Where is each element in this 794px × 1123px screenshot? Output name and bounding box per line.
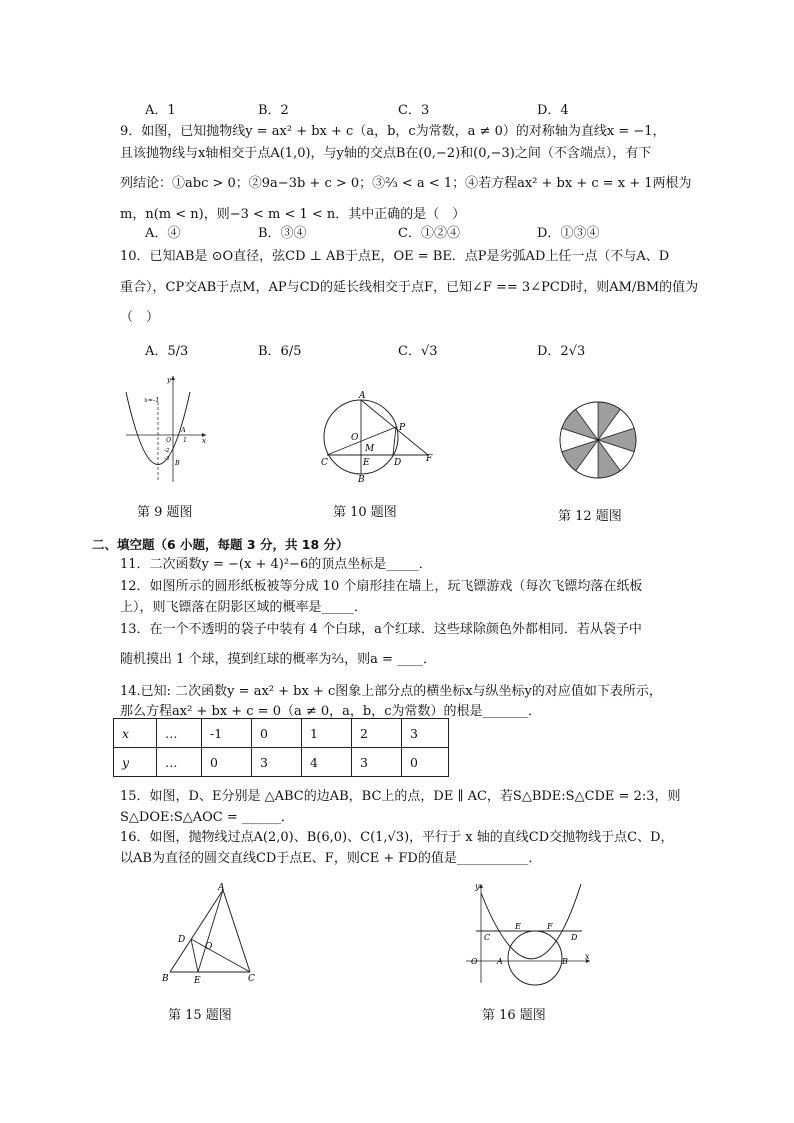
q12-line2: 上），则飞镖落在阴影区域的概率是_____． bbox=[120, 600, 368, 615]
table-cell: 1 bbox=[302, 719, 352, 748]
q10-option-a: A．5/3 bbox=[145, 344, 189, 359]
fig9-label-minus3: -3 bbox=[164, 456, 170, 462]
figure-10-circle bbox=[316, 385, 441, 485]
q9-option-d: D．①③④ bbox=[537, 226, 600, 241]
fig15-label-e: E bbox=[194, 976, 201, 986]
fig9-label-minus2: -2 bbox=[164, 448, 170, 454]
fig10-label-f: F bbox=[426, 454, 433, 464]
q10-line1: 10．已知AB是 ⊙O直径，弦CD ⊥ AB于点E，OE = BE．点P是劣弧AD上任一点（不与A、D bbox=[120, 249, 670, 264]
caption-fig9: 第 9 题图 bbox=[137, 505, 193, 520]
fig9-label-a: A bbox=[181, 426, 186, 434]
table-cell: -1 bbox=[202, 719, 252, 748]
q9-option-c: C．①②④ bbox=[398, 226, 460, 241]
q8-option-b: B．2 bbox=[258, 103, 289, 118]
fig10-label-m: M bbox=[365, 444, 375, 454]
fig10-label-e: E bbox=[363, 458, 370, 468]
table-cell: 4 bbox=[302, 748, 352, 777]
fig9-label-y: y bbox=[167, 376, 171, 384]
q15-line1: 15．如图，D、E分别是 △ABC的边AB，BC上的点，DE ∥ AC，若S△BDE:S△CDE = 2:3，则 bbox=[120, 789, 681, 804]
figure-12-sector-disc bbox=[556, 398, 640, 482]
q9-line4: m，n(m < n)，则−3 < m < 1 < n．其中正确的是（ ） bbox=[120, 207, 466, 222]
section-2-heading: 二、填空题（6 小题，每题 3 分，共 18 分） bbox=[92, 537, 349, 552]
fig9-label-x: x bbox=[202, 437, 206, 445]
fig15-label-o: O bbox=[205, 942, 213, 952]
table-row bbox=[114, 719, 449, 748]
table-cell: 3 bbox=[352, 748, 402, 777]
fig10-label-c: C bbox=[321, 458, 328, 468]
table-cell: 3 bbox=[402, 719, 449, 748]
table-cell: 3 bbox=[252, 748, 302, 777]
figure-9-parabola bbox=[118, 372, 213, 487]
q14-line1: 14.已知: 二次函数y = ax² + bx + c图象上部分点的横坐标x与纵坐标y的对应值如下表所示， bbox=[120, 684, 662, 699]
fig10-label-a: A bbox=[359, 391, 366, 401]
figure-16-parabola-circle bbox=[458, 878, 598, 988]
fig16-label-o: O bbox=[471, 957, 478, 966]
q9-line1: 9．如图，已知抛物线y = ax² + bx + c（a，b，c为常数，a ≠ 0）的对称轴为直线x = −1， bbox=[120, 124, 666, 139]
fig10-label-p: P bbox=[399, 423, 406, 433]
fig16-label-x: x bbox=[585, 952, 590, 961]
fig10-label-b: B bbox=[358, 475, 365, 485]
q13-line2: 随机摸出 1 个球，摸到红球的概率为⅔，则a = ____． bbox=[120, 652, 437, 667]
q8-option-a: A．1 bbox=[145, 103, 176, 118]
table-cell: 0 bbox=[202, 748, 252, 777]
caption-fig10: 第 10 题图 bbox=[333, 505, 397, 520]
q9-line3: 列结论：①abc > 0；②9a−3b + c > 0；③⅔ < a < 1；④若方程ax² + bx + c = x + 1两根为 bbox=[120, 176, 692, 191]
fig10-label-o: O bbox=[351, 433, 359, 443]
q14-value-table bbox=[113, 718, 449, 777]
fig16-label-e: E bbox=[515, 922, 521, 931]
table-cell: 0 bbox=[402, 748, 449, 777]
table-cell: 2 bbox=[352, 719, 402, 748]
fig10-label-d: D bbox=[394, 458, 402, 468]
caption-fig16: 第 16 题图 bbox=[482, 1008, 546, 1023]
fig16-label-f: F bbox=[547, 922, 553, 931]
table-row bbox=[114, 748, 449, 777]
q11: 11．二次函数y = −(x + 4)²−6的顶点坐标是_____． bbox=[120, 557, 432, 572]
q12-line1: 12．如图所示的圆形纸板被等分成 10 个扇形挂在墙上，玩飞镖游戏（每次飞镖均落在纸板 bbox=[120, 579, 643, 594]
q10-line3: （ ） bbox=[120, 310, 160, 325]
q10-line2: 重合），CP交AB于点M，AP与CD的延长线相交于点F，已知∠F == 3∠PCD时，则AM/BM的值为 bbox=[120, 280, 699, 295]
q13-line1: 13．在一个不透明的袋子中装有 4 个白球，a个红球．这些球除颜色外都相同．若从袋子中 bbox=[120, 622, 642, 637]
table-cell: 0 bbox=[252, 719, 302, 748]
fig9-label-b: B bbox=[175, 459, 180, 467]
fig16-label-a: A bbox=[497, 957, 503, 966]
q8-option-d: D．4 bbox=[537, 103, 569, 118]
fig9-label-o: O bbox=[166, 436, 172, 444]
q16-line2: 以AB为直径的圆交直线CD于点E、F，则CE + FD的值是___________． bbox=[120, 851, 542, 866]
fig15-label-a: A bbox=[218, 883, 225, 893]
fig15-label-b: B bbox=[162, 974, 169, 984]
fig16-label-d: D bbox=[571, 933, 578, 942]
q9-option-a: A．④ bbox=[145, 226, 181, 241]
q15-line2: S△DOE:S△AOC = ______． bbox=[120, 810, 294, 825]
table-cell: y bbox=[114, 748, 157, 777]
table-cell: … bbox=[157, 719, 202, 748]
figure-15-triangle bbox=[158, 880, 268, 988]
q14-line2: 那么方程ax² + bx + c = 0（a ≠ 0，a，b，c为常数）的根是_______． bbox=[120, 704, 542, 719]
caption-fig12: 第 12 题图 bbox=[558, 509, 622, 524]
q9-line2: 且该抛物线与x轴相交于点A(1,0)，与y轴的交点B在(0,−2)和(0,−3)之间（不含端点），有下 bbox=[120, 146, 652, 161]
q10-option-b: B．6/5 bbox=[258, 344, 302, 359]
fig16-label-y: y bbox=[475, 882, 480, 891]
fig16-label-b: B bbox=[562, 957, 568, 966]
fig16-label-c: C bbox=[484, 933, 491, 942]
fig15-label-d: D bbox=[178, 935, 186, 945]
fig15-label-c: C bbox=[248, 974, 255, 984]
fig9-label-axis: x=-1 bbox=[144, 396, 160, 404]
caption-fig15: 第 15 题图 bbox=[168, 1008, 232, 1023]
table-cell: … bbox=[157, 748, 202, 777]
q9-option-b: B．③④ bbox=[258, 226, 307, 241]
q10-option-c: C．√3 bbox=[398, 344, 438, 359]
q10-option-d: D．2√3 bbox=[537, 344, 586, 359]
fig9-label-one: 1 bbox=[183, 437, 187, 444]
q16-line1: 16．如图，抛物线过点A(2,0)、B(6,0)、C(1,√3)，平行于 x 轴的直线CD交抛物线于点C、D， bbox=[120, 830, 674, 845]
q8-option-c: C．3 bbox=[398, 103, 430, 118]
table-cell: x bbox=[114, 719, 157, 748]
